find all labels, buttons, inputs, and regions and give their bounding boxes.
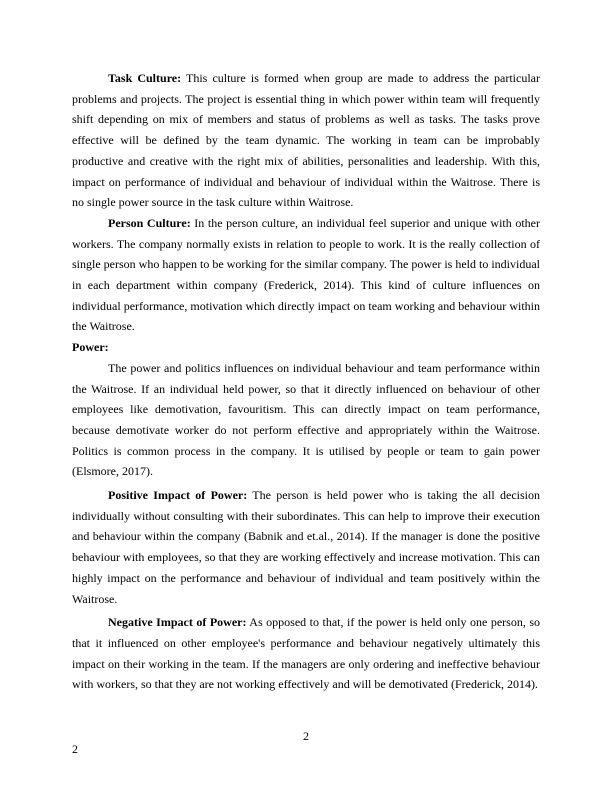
paragraph-positive-impact — [72, 485, 540, 609]
page-number-center: 2 — [303, 729, 309, 743]
positive-impact-heading: Positive Impact of Power: — [108, 488, 248, 503]
negative-impact-heading: Negative Impact of Power: — [108, 615, 247, 630]
task-culture-text: This culture is formed when group are made to address the particular problems and projects. The project is essential thing in which power within team will frequently shift depending on mix of members and status of problems as well as tasks. The tasks prove effective will be defined by the team dynamic. The working in team can be improbably productive and creative with the right mix of abilities, personalities and leadership. With this, impact on performance of individual and behaviour of individual within the Waitrose. There is no single power source in the task culture within Waitrose. — [72, 71, 540, 210]
paragraph-person-culture — [72, 213, 540, 337]
paragraph-power: The power and politics influences on individual behaviour and team performance within the Waitrose. If an individual held power, so that it directly influenced on behaviour of other employees like demotivation, favouritism. This can directly impact on team performance, because demotivate worker do not perform effective and appropriately within the Waitrose. Politics is common process in the company. It is utilised by people or team to gain power (Elsmore, 2017). — [72, 360, 540, 479]
paragraph-task-culture — [72, 68, 540, 213]
page-number-left: 2 — [72, 742, 78, 756]
task-culture-heading: Task Culture: — [108, 71, 182, 85]
negative-impact-text: As opposed to that, if the power is held only one person, so that it influenced on other employee's performance and behaviour negatively ultimately this impact on their working in the team. If the managers are only ordering and ineffective behaviour with workers, so that they are not working effectively and will be demotivated (Frederick, 2014). — [72, 615, 540, 692]
person-culture-heading: Person Culture: — [108, 215, 191, 230]
person-culture-text: In the person culture, an individual feel superior and unique with other workers. The company normally exists in relation to people to work. It is the really collection of single person who happen to be working for the similar company. The power is held to individual in each department within company (Frederick, 2014). This kind of culture influences on individual performance, motivation which directly impact on team working and behaviour within the Waitrose. — [72, 215, 541, 334]
power-heading: Power: — [72, 340, 109, 355]
paragraph-negative-impact — [72, 612, 540, 695]
positive-impact-text: The person is held power who is taking the all decision individually without consulting with their subordinates. This can help to improve their execution and behaviour within the company (Babnik and et.al., 2014). If the manager is done the positive behaviour with employees, so that they are working effectively and increase motivation. This can highly impact on the performance and behaviour of individual and team positively within the Waitrose. — [72, 488, 540, 606]
document-body — [72, 68, 540, 695]
